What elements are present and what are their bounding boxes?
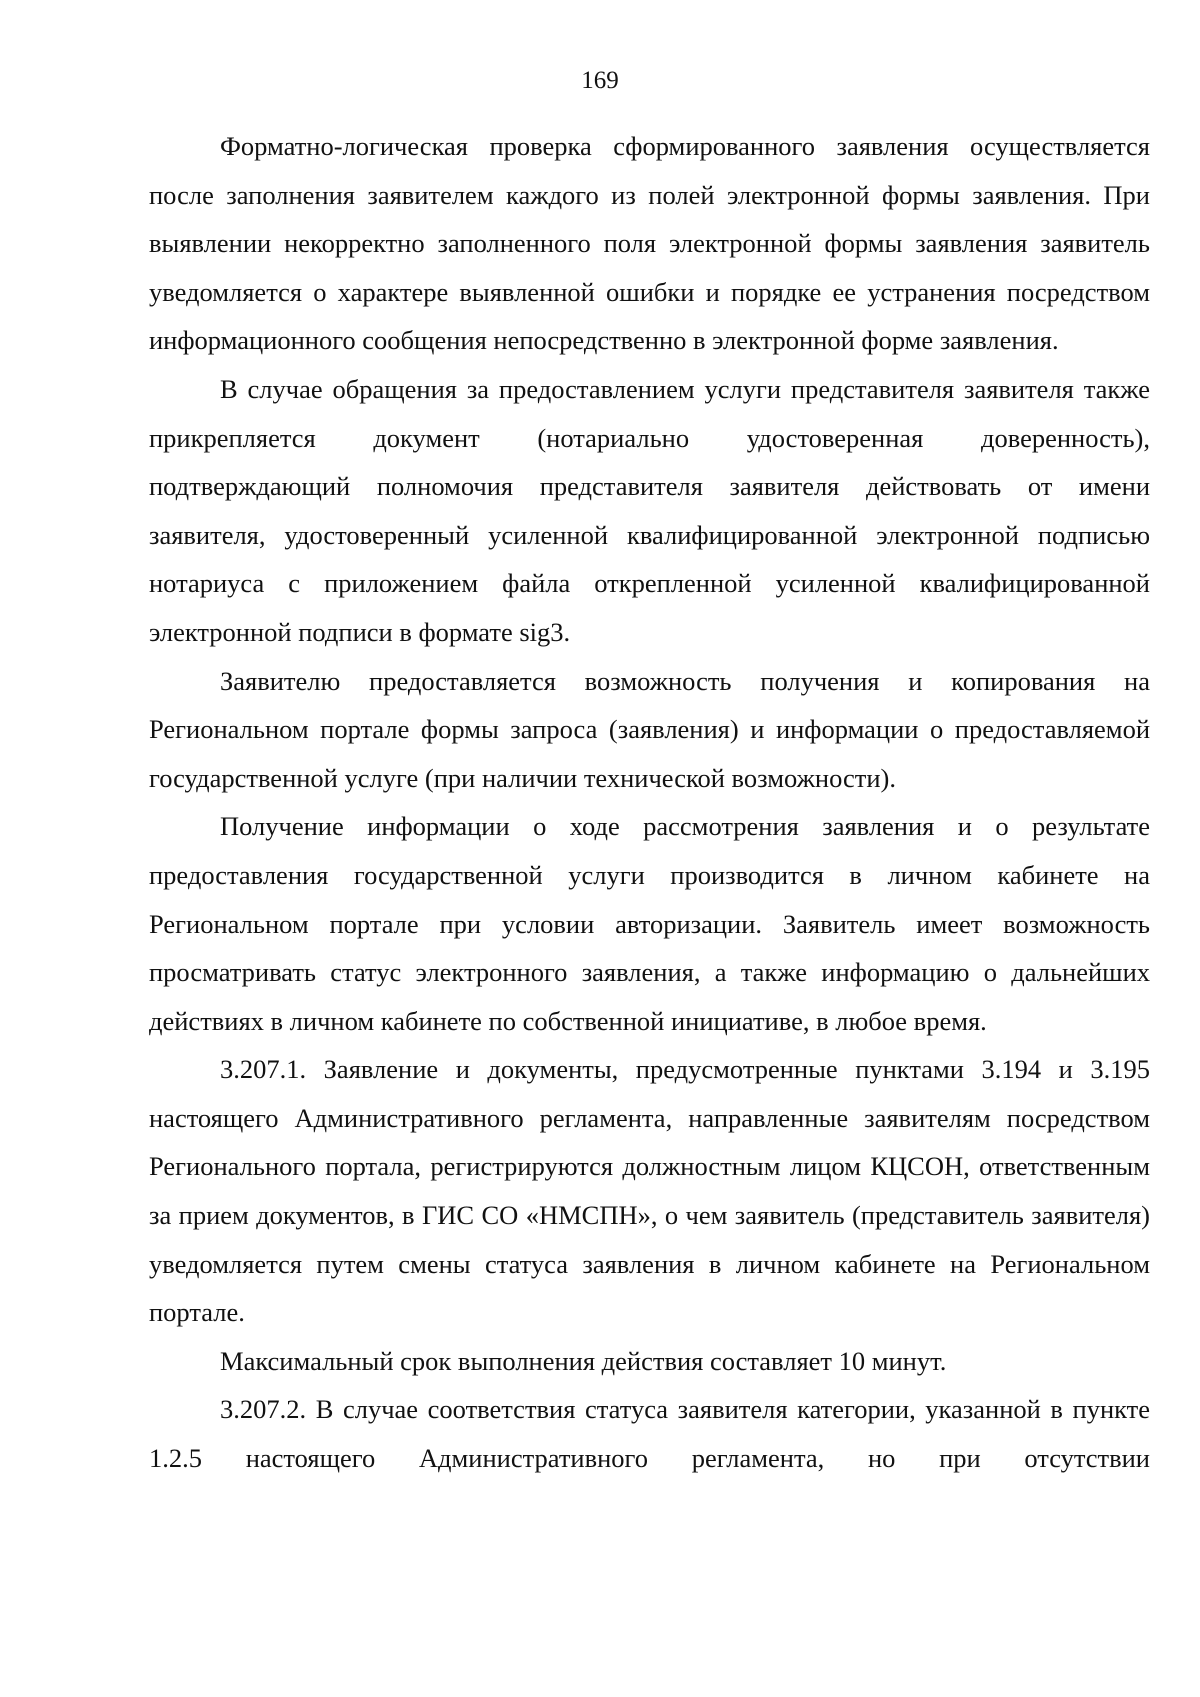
paragraph-status-info: Получение информации о ходе рассмотрения заявления и о результате предоставления государственной услуги производится в личном кабинете на Региональном портале при условии авторизации. Заявитель имеет возможность просматривать статус электронного заявления, а также информацию о дальнейших действиях в личном кабинете по собственной инициативе, в любое время. — [149, 811, 1150, 1036]
paragraph-3-207-2: 3.207.2. В случае соответствия статуса заявителя категории, указанной в пункте 1.2.5 настоящего Административного регламента, но при отсутствии — [149, 1394, 1150, 1474]
paragraph-representative: В случае обращения за предоставлением услуги представителя заявителя также прикрепляется документ (нотариально удостоверенная доверенность), подтверждающий полномочия представителя заявителя действовать от имени заявителя, удостоверенный усиленной квалифицированной электронной подписью нотариуса с приложением файла открепленной усиленной квалифицированной электронной подписи в формате sig3. — [149, 373, 1150, 647]
page-number: 169 — [581, 67, 619, 94]
document-body — [149, 122, 1150, 1483]
paragraph-max-time: Максимальный срок выполнения действия составляет 10 минут. — [220, 1345, 947, 1376]
paragraph-3-207-1: 3.207.1. Заявление и документы, предусмотренные пунктами 3.194 и 3.195 настоящего Административного регламента, направленные заявителям посредством Регионального портала, регистрируются должностным лицом КЦСОН, ответственным за прием документов, в ГИС СО «НМСПН», о чем заявитель (представитель заявителя) уведомляется путем смены статуса заявления в личном кабинете на Региональном портале. — [149, 1054, 1150, 1328]
paragraph-form-access: Заявителю предоставляется возможность получения и копирования на Региональном портале формы запроса (заявления) и информации о предоставляемой государственной услуге (при наличии технической возможности). — [149, 665, 1150, 793]
paragraph-format-check: Форматно-логическая проверка сформированного заявления осуществляется после заполнения заявителем каждого из полей электронной формы заявления. При выявлении некорректно заполненного поля электронной формы заявления заявитель уведомляется о характере выявленной ошибки и порядке ее устранения посредством информационного сообщения непосредственно в электронной форме заявления. — [149, 131, 1150, 356]
